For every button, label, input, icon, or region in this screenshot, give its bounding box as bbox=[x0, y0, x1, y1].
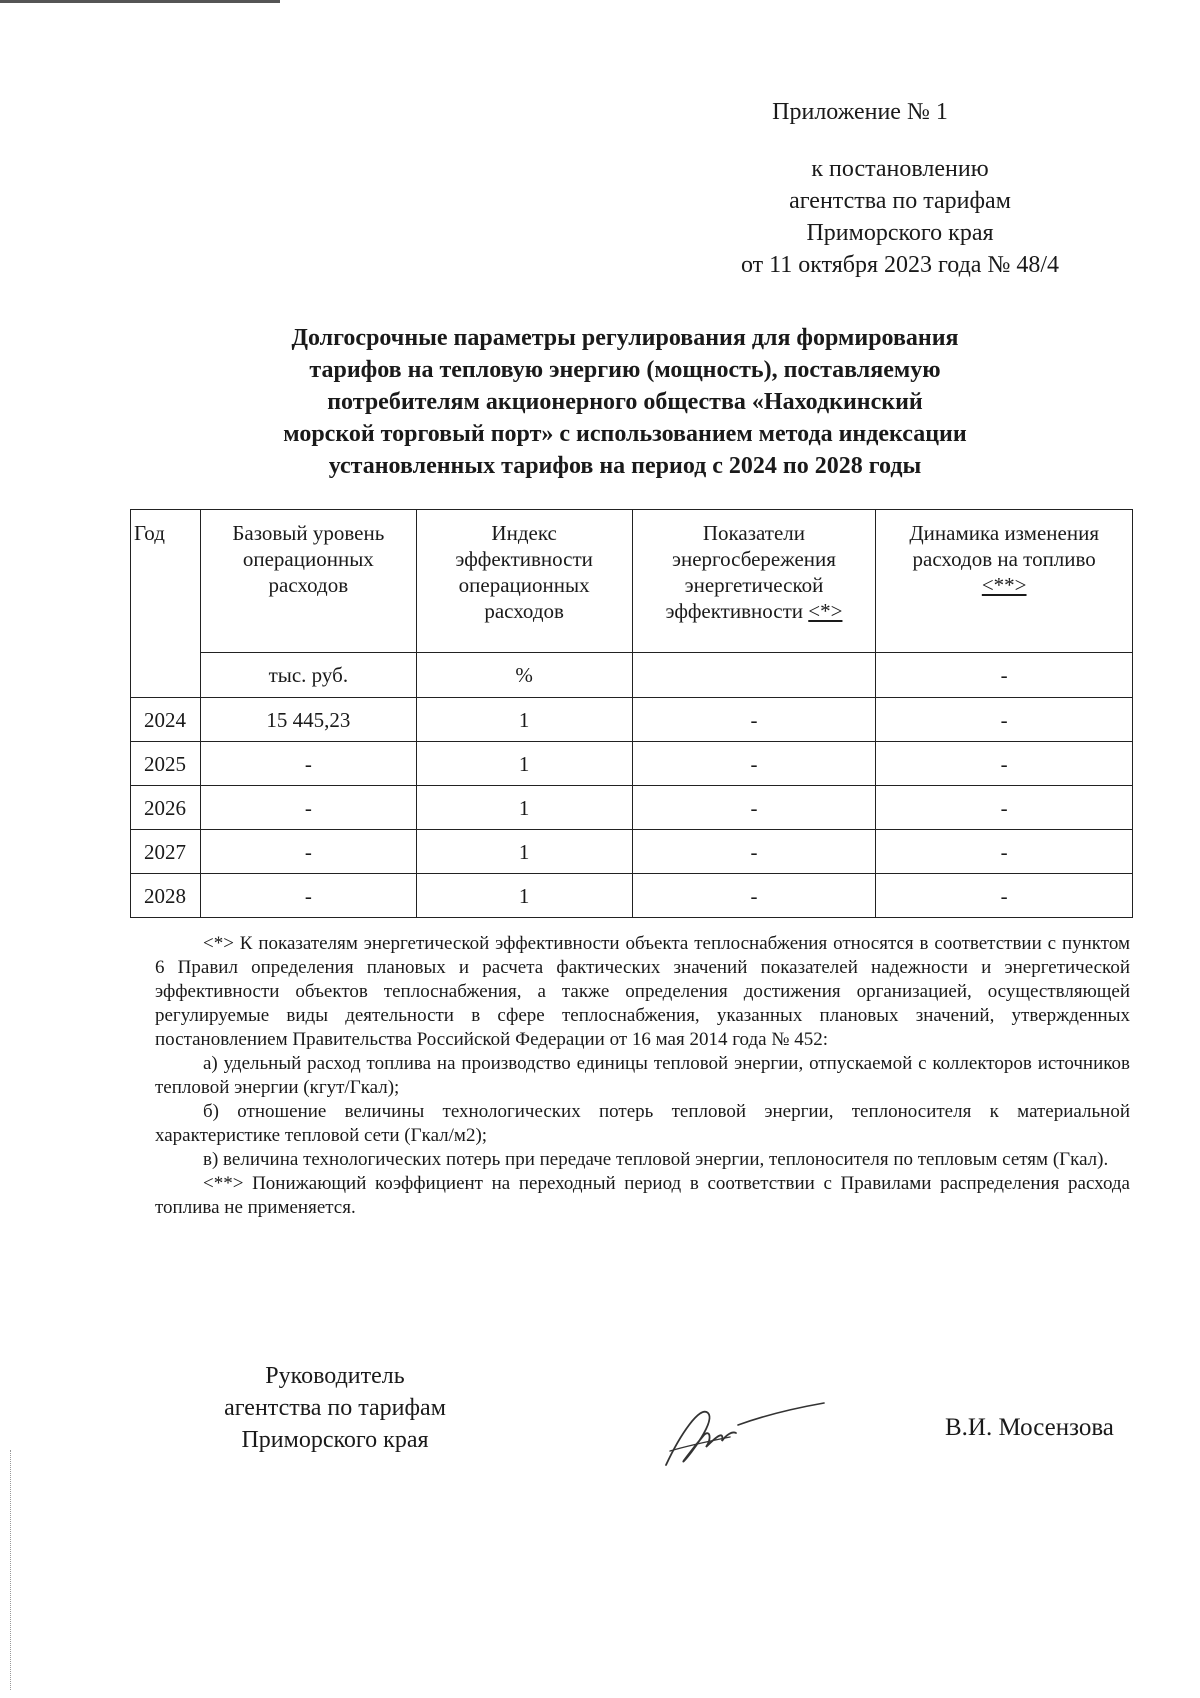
cell-year: 2025 bbox=[131, 742, 201, 786]
cell-energy-saving: - bbox=[632, 874, 876, 918]
cell-efficiency-index: 1 bbox=[416, 874, 632, 918]
cell-energy-saving: - bbox=[632, 698, 876, 742]
title-line: Долгосрочные параметры регулирования для формирования bbox=[291, 325, 959, 351]
footnote-item-b: б) отношение величины технологических потерь тепловой энергии, теплоносителя к материальной характеристике тепловой сети (Гкал/м2); bbox=[155, 1101, 1130, 1146]
cell-efficiency-index: 1 bbox=[416, 742, 632, 786]
appendix-reference bbox=[700, 153, 1100, 281]
position-line: агентства по тарифам bbox=[224, 1395, 446, 1421]
footnote-ref-1: <*> bbox=[808, 599, 843, 623]
cell-base-level: - bbox=[200, 786, 416, 830]
table-row bbox=[131, 786, 1133, 830]
appendix-title: Приложение № 1 bbox=[772, 99, 948, 125]
scan-left-edge bbox=[10, 1450, 12, 1690]
cell-base-level: - bbox=[200, 830, 416, 874]
title-line: потребителям акционерного общества «Находкинский bbox=[327, 389, 923, 415]
cell-efficiency-index: 1 bbox=[416, 786, 632, 830]
cell-fuel-dynamics: - bbox=[876, 874, 1133, 918]
cell-fuel-dynamics: - bbox=[876, 830, 1133, 874]
header-fuel-dynamics bbox=[876, 510, 1133, 653]
unit-efficiency-index: % bbox=[416, 653, 632, 698]
appendix-line: к постановлению bbox=[811, 156, 989, 182]
footnote-ref-2: <**> bbox=[981, 573, 1027, 597]
footnote-2: <**> Понижающий коэффициент на переходный период в соответствии с Правилами распределения расхода топлива не применяется. bbox=[155, 1173, 1130, 1218]
appendix-line: Приморского края bbox=[806, 220, 994, 246]
cell-efficiency-index: 1 bbox=[416, 830, 632, 874]
cell-energy-saving: - bbox=[632, 830, 876, 874]
cell-energy-saving: - bbox=[632, 786, 876, 830]
document-title bbox=[180, 322, 1070, 482]
header-fuel-dynamics-text: Динамика изменения расходов на топливо bbox=[909, 521, 1099, 571]
scan-top-edge-line bbox=[0, 0, 280, 3]
table-row bbox=[131, 698, 1133, 742]
unit-fuel-dynamics: - bbox=[876, 653, 1133, 698]
footnote-1: <*> К показателям энергетической эффективности объекта теплоснабжения относятся в соответствии с пунктом 6 Правил определения плановых и расчета фактических значений показателей надежности и энергетической эффективности объектов теплоснабжения, а также определения достижения организацией, осуществляющей регулируемые виды деятельности в сфере теплоснабжения, указанных плановых значений, утвержденных постановлением Правительства Российской Федерации от 16 мая 2014 года № 452: bbox=[155, 933, 1130, 1050]
cell-base-level: 15 445,23 bbox=[200, 698, 416, 742]
title-line: тарифов на тепловую энергию (мощность), поставляемую bbox=[309, 357, 941, 383]
title-line: морской торговый порт» с использованием метода индексации bbox=[283, 421, 967, 447]
appendix-line: агентства по тарифам bbox=[789, 188, 1011, 214]
footnotes bbox=[155, 932, 1130, 1220]
signer-name: В.И. Мосензова bbox=[945, 1414, 1114, 1441]
table-row bbox=[131, 742, 1133, 786]
position-line: Приморского края bbox=[241, 1427, 429, 1453]
cell-year: 2028 bbox=[131, 874, 201, 918]
cell-energy-saving: - bbox=[632, 742, 876, 786]
header-efficiency-index: Индекс эффективности операционных расходов bbox=[416, 510, 632, 653]
table-units-row bbox=[131, 653, 1133, 698]
cell-base-level: - bbox=[200, 742, 416, 786]
header-year: Год bbox=[131, 510, 201, 698]
signatory-position bbox=[185, 1360, 485, 1456]
header-energy-saving-text: Показатели энергосбережения энергетической эффективности bbox=[665, 521, 836, 623]
cell-year: 2027 bbox=[131, 830, 201, 874]
cell-fuel-dynamics: - bbox=[876, 786, 1133, 830]
appendix-line: от 11 октября 2023 года № 48/4 bbox=[740, 252, 1060, 278]
cell-fuel-dynamics: - bbox=[876, 698, 1133, 742]
cell-efficiency-index: 1 bbox=[416, 698, 632, 742]
cell-year: 2024 bbox=[131, 698, 201, 742]
handwritten-signature bbox=[660, 1395, 830, 1475]
cell-fuel-dynamics: - bbox=[876, 742, 1133, 786]
title-line: установленных тарифов на период с 2024 по 2028 годы bbox=[328, 453, 922, 479]
unit-base-level: тыс. руб. bbox=[200, 653, 416, 698]
regulation-parameters-table bbox=[130, 509, 1133, 918]
header-base-level: Базовый уровень операционных расходов bbox=[200, 510, 416, 653]
table-row bbox=[131, 830, 1133, 874]
table-header-row bbox=[131, 510, 1133, 653]
table-row bbox=[131, 874, 1133, 918]
footnote-item-c: в) величина технологических потерь при передаче тепловой энергии, теплоносителя по тепловым сетям (Гкал). bbox=[203, 1149, 1109, 1170]
footnote-item-a: а) удельный расход топлива на производство единицы тепловой энергии, отпускаемой с коллекторов источников тепловой энергии (кгут/Гкал); bbox=[155, 1053, 1130, 1098]
header-energy-saving bbox=[632, 510, 876, 653]
unit-energy-saving bbox=[632, 653, 876, 698]
position-line: Руководитель bbox=[265, 1363, 405, 1389]
cell-year: 2026 bbox=[131, 786, 201, 830]
cell-base-level: - bbox=[200, 874, 416, 918]
